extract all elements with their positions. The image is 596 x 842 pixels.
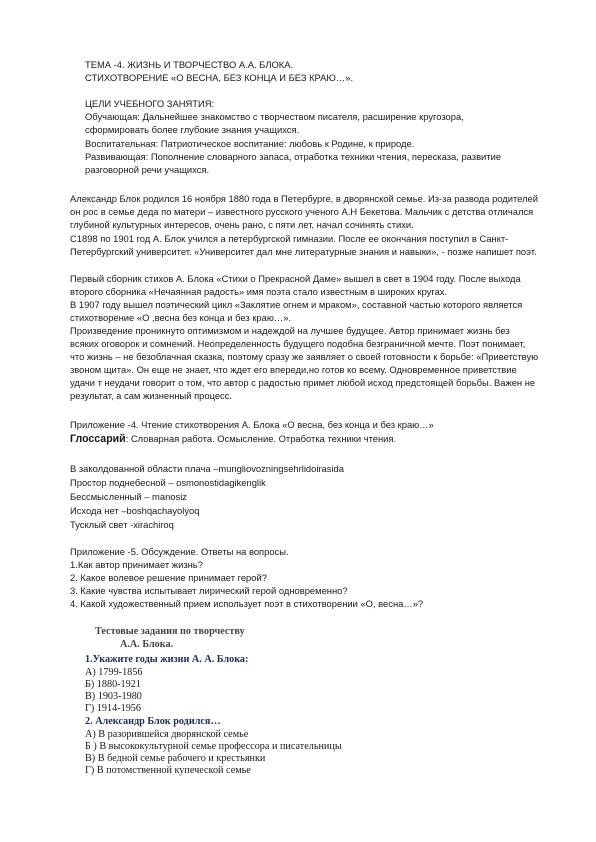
glossary-text: : Словарная работа. Осмысление. Отработка техники чтения. [125,433,397,444]
bio-paragraph-4: В 1907 году вышел поэтический цикл «Заклятие огнем и мраком», составной частью которого является стихотворение «О ,весна без конца и без краю…». [70,299,523,324]
bio-paragraph-1: Александр Блок родился 16 ноября 1880 года в Петербурге, в дворянской семье. Из-за развода родителей он рос в семье деда по матери – известного русского ученого А.Н Бекетова. Мальчик с детства отличался глубиной культурных интересов, очень рано, с пяти лет, начал сочинять стихи. [70,193,539,231]
bio-paragraph-5: Произведение проникнуто оптимизмом и надеждой на лучшее будущее. Автор принимает жизнь без всяких оговорок и сомнений. Неопределенность будущего подобна безграничной мечте. Поэт понимает, что жизнь – не безоблачная сказка, поэтому сразу же заявляет о своей готовности к борьбе: «Приветствую звоном щита». Он еще не знает, что ждет его впереди,но готов ко всему. Одновременное приветствие удачи т неудачи говорит о том, что автор с радостью примет любой исход предстоящей борьбы. Важен не результат, а сам жизненный процесс. [70,325,539,402]
answer-option: В) В бедной семье рабочего и крестьянки [85,753,266,764]
answer-option: Г) 1914-1956 [85,703,141,714]
topic-title: ТЕМА -4. ЖИЗНЬ И ТВОРЧЕСТВО А.А. БЛОКА. [85,59,294,70]
appendix-4-title: Приложение -4. Чтение стихотворения А. Блока «О весна, без конца и без краю…» [70,419,434,430]
question-item: 4. Какой художественный прием использует поэт в стихотворении «О, весна…»? [70,598,424,609]
bio-paragraph-2: С1898 по 1901 год А. Блок учился а петербургской гимназии. После ее окончания поступил в Санкт-Петербургский университет. «Университет дал мне литературные знания и навыки», - позже напишет поэт. [70,233,537,258]
vocab-item: Бессмысленный – manosiz [70,491,187,502]
answer-option: А) 1799-1856 [85,667,143,678]
goal-teaching: Обучающая: Дальнейшее знакомство с творчеством писателя, расширение кругозора, сформировать более глубокие знания учащихся. [85,111,464,136]
goal-educational: Воспитательная: Патриотическое воспитание: любовь к Родине, к природе. [85,138,415,149]
question-item: 2. Какое волевое решение принимает герой? [70,572,267,583]
goals-title: ЦЕЛИ УЧЕБНОГО ЗАНЯТИЯ: [85,98,215,109]
test-question-1: 1.Укажите годы жизни А. А. Блока: [85,654,249,665]
bio-paragraph-3: Первый сборник стихов А. Блока «Стихи о Прекрасной Даме» вышел в свет в 1904 году. После выхода второго сборника «Нечаянная радость» имя поэта стало известным в широких кругах. [70,273,521,298]
poem-title: СТИХОТВОРЕНИЕ «О ВЕСНА, БЕЗ КОНЦА И БЕЗ КРАЮ…». [85,72,354,83]
vocab-item: Тусклый свет -xirachiroq [70,519,174,530]
question-item: 3. Какие чувства испытывает лирический герой одновременно? [70,585,348,596]
answer-option: В) 1903-1980 [85,691,142,702]
answer-option: Б ) В высококультурной семье профессора и писательницы [85,741,342,752]
answer-option: Б) 1880-1921 [85,679,141,690]
answer-option: А) В разорившейся дворянской семье [85,729,249,740]
test-question-2: 2. Александр Блок родился… [85,716,221,727]
vocab-item: Простор поднебесной – osmonostidagikenglik [70,477,266,488]
goal-developing: Развивающая: Пополнение словарного запаса, отработка техники чтения, пересказа, развитие разговорной речи учащихся. [85,151,502,176]
question-item: 1.Как автор принимает жизнь? [70,559,203,570]
vocab-item: Исхода нет –boshqachayolyoq [70,505,200,516]
vocab-item: В заколдованной области плача –mungliovozningsehrlidoirasida [70,463,344,474]
test-title-line-1: Тестовые задания по творчеству [95,626,245,637]
glossary-label: Глоссарий [70,433,126,445]
answer-option: Г) В потомственной купеческой семье [85,765,251,776]
glossary-line [70,432,396,446]
test-title-line-2: А.А. Блока. [120,639,174,650]
appendix-5-title: Приложение -5. Обсуждение. Ответы на вопросы. [70,546,289,557]
